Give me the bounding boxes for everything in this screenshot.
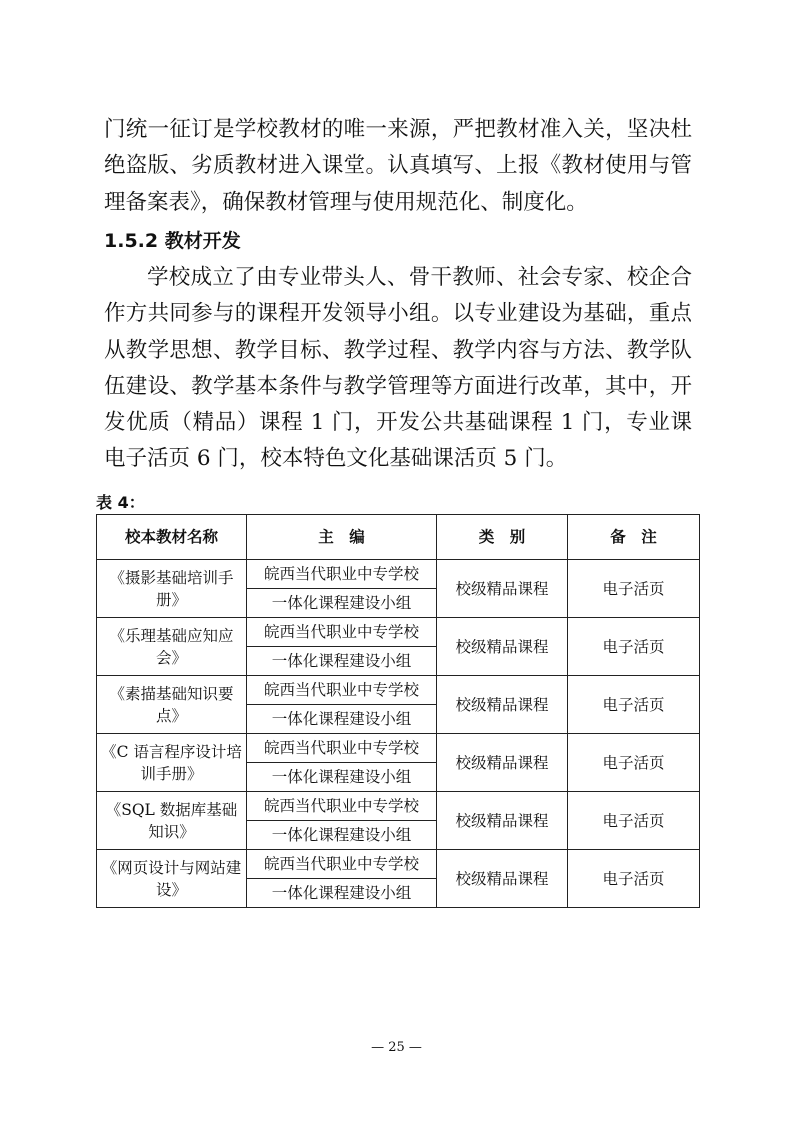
cell-textbook-name: 《网页设计与网站建设》 (97, 850, 247, 908)
cell-editor-group: 一体化课程建设小组 (247, 647, 437, 676)
intro-paragraph: 门统一征订是学校教材的唯一来源，严把教材准入关，坚决杜绝盗版、劣质教材进入课堂。认真填写、上报《教材使用与管理备案表》，确保教材管理与使用规范化、制度化。 (104, 117, 692, 215)
cell-editor-school: 皖西当代职业中专学校 (247, 618, 437, 647)
cell-textbook-name: 《摄影基础培训手册》 (97, 560, 247, 618)
table-body (97, 560, 700, 908)
table-header-row (97, 515, 700, 560)
cell-note: 电子活页 (568, 676, 700, 734)
cell-editor-school: 皖西当代职业中专学校 (247, 676, 437, 705)
cell-textbook-name: 《SQL 数据库基础知识》 (97, 792, 247, 850)
cell-textbook-name: 《C 语言程序设计培训手册》 (97, 734, 247, 792)
table-row (97, 792, 700, 821)
cell-category: 校级精品课程 (437, 560, 568, 618)
cell-category: 校级精品课程 (437, 792, 568, 850)
cell-editor-group: 一体化课程建设小组 (247, 821, 437, 850)
section-body-paragraph: 学校成立了由专业带头人、骨干教师、社会专家、校企合作方共同参与的课程开发领导小组。以专业建设为基础，重点从教学思想、教学目标、教学过程、教学内容与方法、教学队伍建设、教学基本条件与教学管理等方面进行改革，其中，开发优质（精品）课程 1 门，开发公共基础课程 1 门，专业课电子活页 6 门，校本特色文化基础课活页 5 门。 (104, 265, 692, 472)
table-row (97, 734, 700, 763)
cell-editor-school: 皖西当代职业中专学校 (247, 734, 437, 763)
table-caption: 表 4： (96, 493, 145, 512)
cell-note: 电子活页 (568, 850, 700, 908)
cell-note: 电子活页 (568, 792, 700, 850)
cell-textbook-name: 《素描基础知识要点》 (97, 676, 247, 734)
table-row (97, 560, 700, 589)
table-row (97, 850, 700, 879)
header-category: 类 别 (437, 515, 568, 560)
cell-category: 校级精品课程 (437, 734, 568, 792)
cell-note: 电子活页 (568, 734, 700, 792)
cell-editor-school: 皖西当代职业中专学校 (247, 850, 437, 879)
header-editor: 主 编 (247, 515, 437, 560)
cell-note: 电子活页 (568, 560, 700, 618)
page-number: — 25 — (371, 1040, 422, 1055)
header-name: 校本教材名称 (97, 515, 247, 560)
section-heading: 1.5.2 教材开发 (104, 230, 241, 252)
cell-category: 校级精品课程 (437, 676, 568, 734)
cell-category: 校级精品课程 (437, 850, 568, 908)
cell-note: 电子活页 (568, 618, 700, 676)
cell-editor-group: 一体化课程建设小组 (247, 705, 437, 734)
cell-editor-group: 一体化课程建设小组 (247, 763, 437, 792)
cell-editor-group: 一体化课程建设小组 (247, 589, 437, 618)
table-row (97, 676, 700, 705)
table-row (97, 618, 700, 647)
cell-editor-school: 皖西当代职业中专学校 (247, 560, 437, 589)
cell-editor-school: 皖西当代职业中专学校 (247, 792, 437, 821)
header-note: 备 注 (568, 515, 700, 560)
textbook-table (96, 514, 700, 908)
cell-editor-group: 一体化课程建设小组 (247, 879, 437, 908)
cell-textbook-name: 《乐理基础应知应会》 (97, 618, 247, 676)
cell-category: 校级精品课程 (437, 618, 568, 676)
